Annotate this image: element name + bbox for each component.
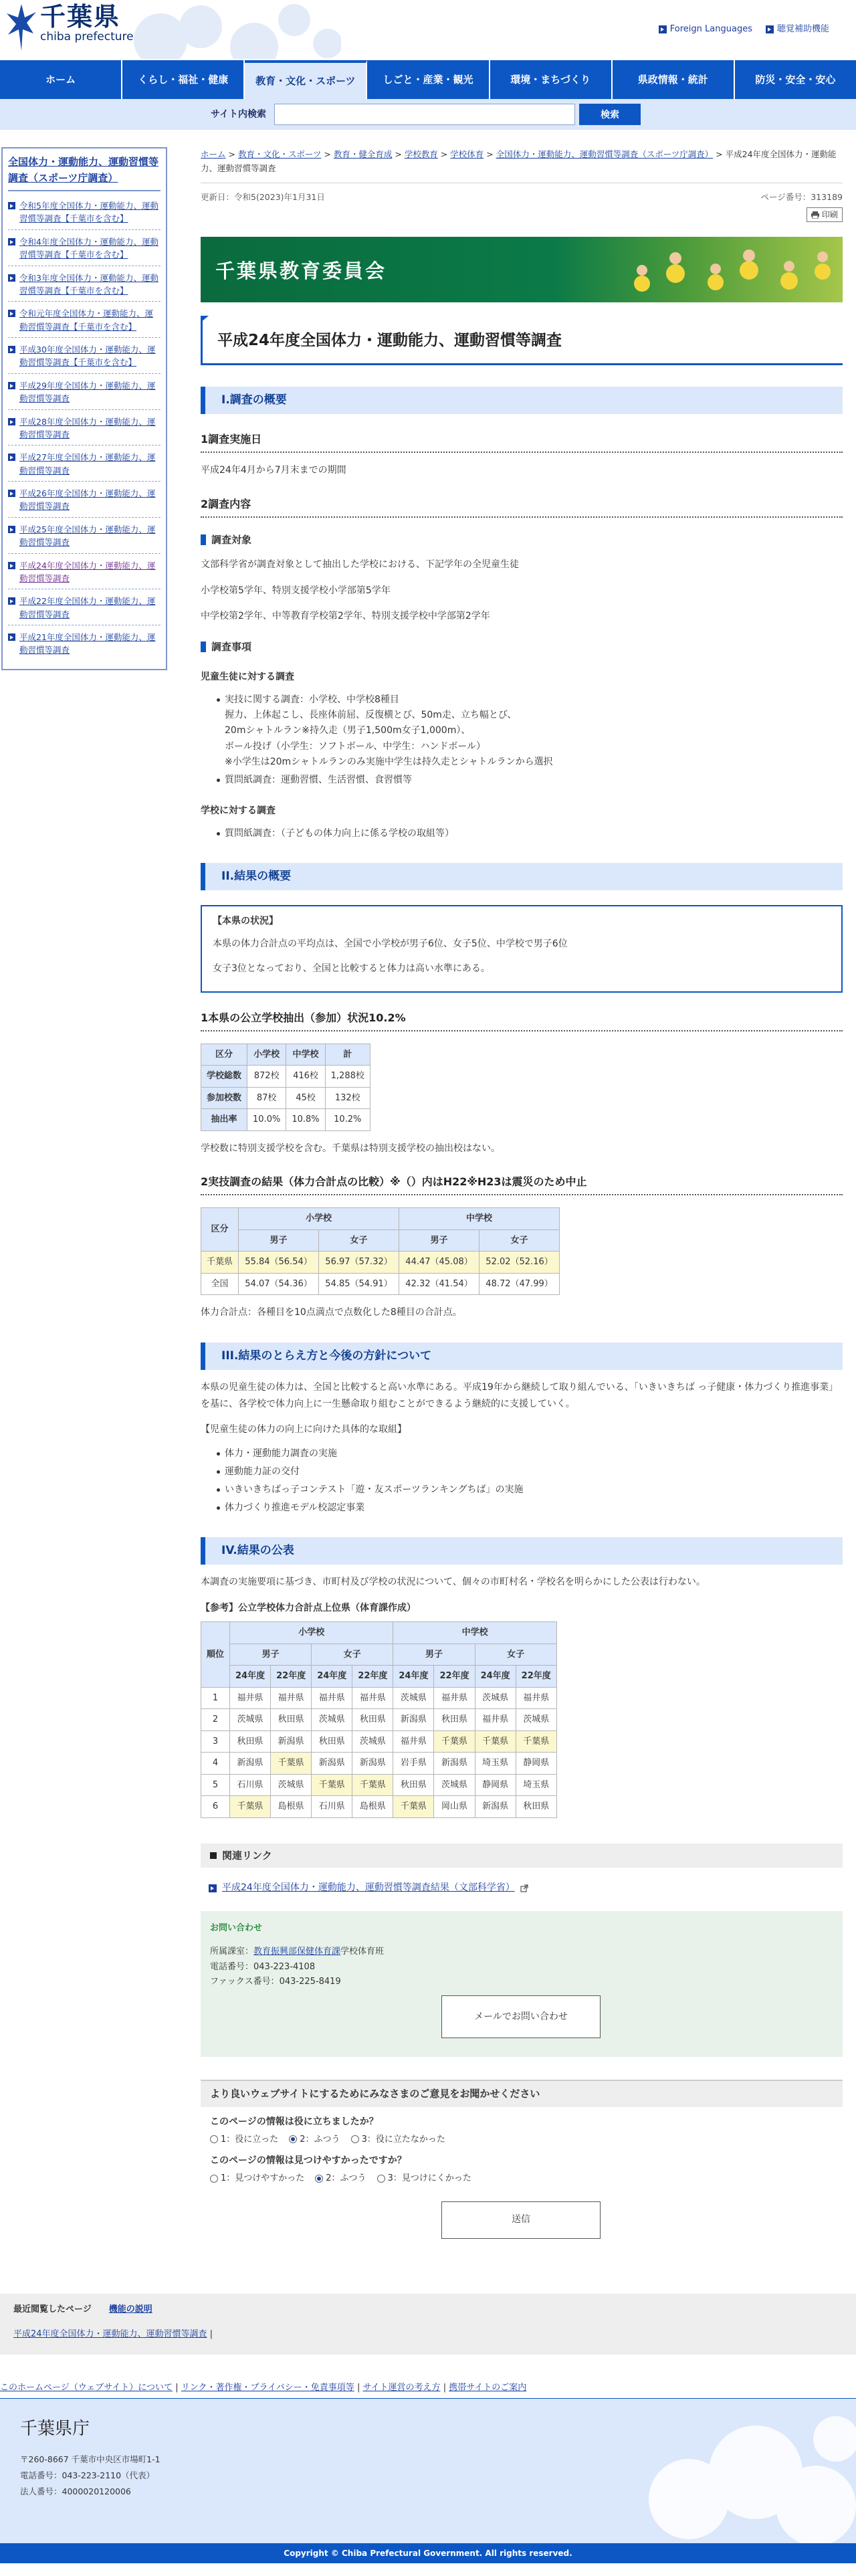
list-item: 体力・運動能力調査の実施 <box>217 1446 843 1462</box>
prefecture-cell: 岡山県 <box>434 1796 475 1818</box>
site-header <box>0 0 856 60</box>
radio-option[interactable]: 1：役に立った <box>210 2133 278 2147</box>
ranking-table: 順位 小学校 中学校 男子 女子 男子 女子 24年度 22年度 24年度 22年度 24年度 22年度 24年度 22年度 1 福井県 福井県 福井県 福井県 茨城県 福井県 茨城県 福井県 2 茨城県 秋田県 茨城県 秋田県 新潟県 秋田県 福井県 茨城県 3 秋田県 新潟県 秋田県 茨城県 福井県 千葉県 千葉県 千葉県 4 新潟県 千葉県 新潟県 新潟県 岩手県 新潟県 埼玉県 静岡県 5 石川県 茨城県 千葉県 千葉県 秋田県 茨城県 静岡県 埼玉県 6 千葉県 島根県 石川県 島根県 千葉県 岡山県 新潟県 秋田県 <box>201 1621 557 1818</box>
prefecture-cell: 千葉県 <box>312 1774 352 1796</box>
prefecture-cell: 石川県 <box>312 1796 352 1818</box>
rank-cell: 5 <box>201 1774 230 1796</box>
list-item: 運動能力証の交付 <box>217 1464 843 1480</box>
site-search-bar <box>0 99 856 130</box>
radio-option[interactable]: 2：ふつう <box>315 2172 366 2185</box>
prefecture-cell: 千葉県 <box>271 1753 312 1775</box>
arrow-square-icon <box>8 382 15 389</box>
arrow-square-icon <box>8 597 15 605</box>
prefecture-cell: 福井県 <box>352 1687 393 1709</box>
send-button[interactable]: 送信 <box>441 2201 601 2239</box>
text: 【参考】公立学校体力合計点上位県（体育課作成） <box>201 1602 416 1613</box>
section-heading: IV.結果の公表 <box>201 1537 843 1565</box>
text: 【児童生徒の体力の向上に向けた具体的な取組】 <box>201 1424 407 1435</box>
breadcrumb: ホーム > 教育・文化・スポーツ > 教育・健全育成 > 学校教育 > 学校体育 > 全国体力・運動能力、運動習慣等調査（スポーツ庁調査） > 平成24年度全国体力・運動能力、運動習慣等調査 <box>201 147 843 183</box>
page-meta <box>201 191 843 204</box>
prefecture-cell: 新潟県 <box>230 1753 271 1775</box>
banner-text: 千葉県教育委員会 <box>215 260 387 283</box>
minor-heading: 調査事項 <box>201 639 843 655</box>
header-utility-links <box>659 23 829 36</box>
text: 平成24年4月から7月末までの期間 <box>201 465 346 476</box>
recently-viewed: 最近閲覧したページ 機能の説明 平成24年度全国体力・運動能力、運動習慣等調査 | <box>0 2294 856 2355</box>
help-link[interactable]: 機能の説明 <box>108 2304 152 2314</box>
sidebar-item[interactable]: 令和5年度全国体力・運動能力、運動習慣等調査【千葉市を含む】 <box>8 194 160 230</box>
radio-selected-icon <box>289 2135 297 2143</box>
prefecture-cell: 千葉県 <box>230 1796 271 1818</box>
contact-title: お問い合わせ <box>210 1923 263 1934</box>
sidebar-item[interactable]: 令和元年度全国体力・運動能力、運動習慣等調査【千葉市を含む】 <box>8 302 160 338</box>
mail-inquiry-button[interactable]: メールでお問い合わせ <box>441 1995 601 2038</box>
list-item: 質問紙調査：（子どもの体力向上に係る学校の取組等） <box>217 826 843 841</box>
prefecture-cell: 石川県 <box>230 1774 271 1796</box>
global-nav <box>0 60 856 99</box>
list-item: 体力づくり推進モデル校認定事業 <box>217 1500 843 1516</box>
radio-icon <box>210 2175 218 2183</box>
table-row <box>201 1774 557 1796</box>
prefecture-cell: 秋田県 <box>230 1730 271 1753</box>
contact-fax: ファックス番号：043-225-8419 <box>210 1977 341 1987</box>
prefecture-cell: 福井県 <box>516 1687 556 1709</box>
board-of-education-banner <box>201 237 843 302</box>
prefecture-cell: 秋田県 <box>434 1709 475 1731</box>
prefecture-cell: 福井県 <box>312 1687 352 1709</box>
hearing-assist-link[interactable]: 聴覚補助機能 <box>766 23 829 36</box>
text: 文部科学省が調査対象として抽出した学校における、下記学年の全児童生徒 <box>201 559 519 571</box>
sidebar-item[interactable]: 平成22年度全国体力・運動能力、運動習慣等調査 <box>8 589 160 625</box>
prefecture-cell: 秋田県 <box>312 1730 352 1753</box>
prefecture-cell: 千葉県 <box>516 1730 556 1753</box>
prefecture-cell: 福井県 <box>230 1687 271 1709</box>
nav-work[interactable]: しごと・産業・観光 <box>367 60 490 99</box>
main-content <box>201 147 843 2239</box>
breadcrumb-link[interactable]: 学校教育 <box>404 149 438 159</box>
minor-heading: 調査対象 <box>201 532 843 548</box>
radio-option[interactable]: 1：見つけやすかった <box>210 2172 304 2185</box>
radio-icon <box>210 2135 218 2143</box>
sub-heading: 1本県の公立学校抽出（参加）状況10.2% <box>201 1010 843 1031</box>
prefecture-cell: 茨城県 <box>271 1774 312 1796</box>
prefecture-cell: 福井県 <box>434 1687 475 1709</box>
radio-icon <box>377 2175 385 2183</box>
rank-cell: 1 <box>201 1687 230 1709</box>
sub-heading: 2実技調査の結果（体力合計点の比較）※（）内はH22※H23は震災のため中止 <box>201 1174 843 1195</box>
footer-address: 〒260-8667 千葉市中央区市場町1-1 電話番号：043-223-2110（代表） 法人番号：4000020120006 <box>20 2454 160 2496</box>
related-link-item[interactable] <box>209 1881 843 1895</box>
prefecture-cell: 秋田県 <box>393 1774 434 1796</box>
footer-link[interactable]: このホームページ（ウェブサイト）について <box>0 2382 173 2393</box>
dept-link[interactable]: 教育振興部保健体育課 <box>253 1946 341 1957</box>
radio-option[interactable]: 2：ふつう <box>289 2133 340 2147</box>
section-heading: III.結果のとらえ方と今後の方針について <box>201 1343 843 1371</box>
prefecture-cell: 島根県 <box>352 1796 393 1818</box>
prefecture-status-box: 【本県の状況】 本県の体力合計点の平均点は、全国で小学校が男子6位、女子5位、中学校で男子6位 女子3位となっており、全国と比較すると体力は高い水準にある。 <box>201 905 843 992</box>
table-row <box>201 1753 557 1775</box>
table-row: 参加校数 87校 45校 132校 <box>201 1087 370 1109</box>
fitness-score-table: 区分 小学校 中学校 男子 女子 男子 女子 千葉県 55.84（56.54） 56.97（57.32） 44.47（45.08） 52.02（52.16） 全国 54.07（54.36） 54.85（54.91） 42.32（41.54） 48.72（47.99） <box>201 1207 560 1295</box>
recent-title: 最近閲覧したページ <box>13 2304 92 2314</box>
survey-title: より良いウェブサイトにするためにみなさまのご意見をお聞かせください <box>201 2081 843 2107</box>
feedback-survey <box>201 2080 843 2239</box>
arrow-square-icon <box>766 25 774 33</box>
related-links-heading: 関連リンク <box>201 1844 843 1868</box>
arrow-square-icon <box>8 490 15 497</box>
radio-selected-icon <box>315 2175 323 2183</box>
sidebar-item[interactable]: 平成29年度全国体力・運動能力、運動習慣等調査 <box>8 374 160 410</box>
footer-links: このホームページ（ウェブサイト）について | リンク・著作権・プライバシー・免責事項等 | サイト運営の考え方 | 携帯サイトのご案内 <box>0 2381 856 2399</box>
nav-government[interactable]: 県政情報・統計 <box>613 60 735 99</box>
table-row: 千葉県 55.84（56.54） 56.97（57.32） 44.47（45.08） 52.02（52.16） <box>201 1252 560 1274</box>
site-footer <box>0 2399 856 2543</box>
copyright: Copyright © Chiba Prefectural Government. All rights reserved. <box>0 2543 856 2563</box>
prefecture-cell: 秋田県 <box>352 1709 393 1731</box>
footer-org-name: 千葉県庁 <box>20 2419 90 2440</box>
radio-icon <box>351 2135 359 2143</box>
table-row <box>201 1796 557 1818</box>
radio-option[interactable]: 3：見つけにくかった <box>377 2172 471 2185</box>
prefecture-cell: 茨城県 <box>393 1687 434 1709</box>
rank-cell: 6 <box>201 1796 230 1818</box>
search-input[interactable] <box>274 104 575 125</box>
external-link-icon <box>520 1884 528 1892</box>
page-number: ページ番号：313189 <box>760 191 843 202</box>
arrow-square-icon <box>8 274 15 282</box>
list-item: 質問紙調査：運動習慣、生活習慣、食習慣等 <box>217 773 843 788</box>
section-heading: II.結果の概要 <box>201 863 843 891</box>
arrow-square-icon <box>8 526 15 533</box>
nav-safety[interactable]: 防災・安全・安心 <box>755 73 836 86</box>
arrow-square-icon <box>8 562 15 569</box>
rank-cell: 2 <box>201 1709 230 1731</box>
nav-environment[interactable]: 環境・まちづくり <box>490 60 613 99</box>
prefecture-cell: 茨城県 <box>516 1709 556 1731</box>
related-link[interactable]: 平成24年度全国体力・運動能力、運動習慣等調査結果（文部科学省） <box>222 1882 515 1894</box>
children-photo <box>588 237 843 302</box>
logo-japanese: 千葉県 <box>40 2 121 31</box>
arrow-square-icon <box>8 633 15 641</box>
breadcrumb-link[interactable]: 教育・文化・スポーツ <box>237 149 322 159</box>
breadcrumb-link[interactable]: ホーム <box>201 149 226 159</box>
prefecture-cell: 茨城県 <box>475 1687 516 1709</box>
arrow-square-icon <box>659 25 667 33</box>
footer-link[interactable]: 携帯サイトのご案内 <box>449 2382 527 2393</box>
sub-heading: 1調査実施日 <box>201 431 843 453</box>
print-button[interactable]: 印刷 <box>807 207 843 222</box>
sidebar-item[interactable]: 平成21年度全国体力・運動能力、運動習慣等調査 <box>8 625 160 661</box>
text: 中学校第2学年、中等教育学校第2学年、特別支援学校中学部第2学年 <box>201 611 490 622</box>
sidebar-item[interactable]: 平成27年度全国体力・運動能力、運動習慣等調査 <box>8 445 160 482</box>
prefecture-cell: 新潟県 <box>434 1753 475 1775</box>
list-item: いきいきちばっ子コンテスト「遊・友スポーツランキングちば」の実施 <box>217 1482 843 1498</box>
prefecture-cell: 埼玉県 <box>516 1774 556 1796</box>
sidebar-item[interactable]: 平成30年度全国体力・運動能力、運動習慣等調査【千葉市を含む】 <box>8 338 160 374</box>
prefecture-cell: 福井県 <box>271 1687 312 1709</box>
text: 本県の児童生徒の体力は、全国と比較すると高い水準にある。平成19年から継続して取り組んでいる、「いきいきちば っ子健康・体力づくり推進事業」を基に、各学校で体力向上に一生懸命取り組むことができるよう継続的に支援していく。 <box>201 1382 839 1409</box>
prefecture-cell: 新潟県 <box>352 1753 393 1775</box>
text: 本調査の実施要項に基づき、市町村及び学校の状況について、個々の市町村名・学校名を明らかにした公表は行わない。 <box>201 1577 706 1588</box>
footer-link[interactable]: サイト運営の考え方 <box>362 2382 441 2393</box>
table-row: 全国 54.07（54.36） 54.85（54.91） 42.32（41.54） 48.72（47.99） <box>201 1273 560 1295</box>
prefecture-cell: 福井県 <box>475 1709 516 1731</box>
prefecture-cell: 千葉県 <box>393 1796 434 1818</box>
nav-life[interactable]: くらし・福祉・健康 <box>122 60 245 99</box>
sidebar <box>1 147 167 2239</box>
foreign-languages-link[interactable]: Foreign Languages <box>659 23 752 36</box>
sidebar-item-current[interactable]: 平成24年度全国体力・運動能力、運動習慣等調査 <box>8 554 160 590</box>
prefecture-cell: 茨城県 <box>312 1709 352 1731</box>
list-item: 実技に関する調査：小学校、中学校8種目 握力、上体起こし、長座体前屈、反復横とび、50m走、立ち幅とび、 20mシャトルラン※持久走（男子1,500m女子1,000m）、 ボール投げ（小学生：ソフトボール、中学生：ハンドボール） ※小学生は20mシャトルランのみ実施中学生は持久走とシャトルランから選択 <box>217 692 843 769</box>
prefecture-cell: 静岡県 <box>516 1753 556 1775</box>
prefecture-cell: 茨城県 <box>230 1709 271 1731</box>
rank-cell: 3 <box>201 1730 230 1753</box>
prefecture-cell: 静岡県 <box>475 1774 516 1796</box>
prefecture-cell: 島根県 <box>271 1796 312 1818</box>
sidebar-item[interactable]: 令和4年度全国体力・運動能力、運動習慣等調査【千葉市を含む】 <box>8 230 160 266</box>
prefecture-cell: 福井県 <box>393 1730 434 1753</box>
search-label: サイト内検索 <box>211 108 267 120</box>
prefecture-cell: 茨城県 <box>352 1730 393 1753</box>
chiba-emblem-icon <box>7 4 36 51</box>
prefecture-cell: 新潟県 <box>271 1730 312 1753</box>
sidebar-item[interactable]: 平成26年度全国体力・運動能力、運動習慣等調査 <box>8 482 160 518</box>
table-row <box>201 1687 557 1709</box>
table-row: 抽出率 10.0% 10.8% 10.2% <box>201 1109 370 1131</box>
breadcrumb-link[interactable]: 学校体育 <box>450 149 484 159</box>
survey-options <box>201 2133 843 2147</box>
arrow-square-icon <box>8 346 15 353</box>
printer-icon <box>811 211 819 219</box>
survey-question: このページの情報は役に立ちましたか？ <box>210 2116 379 2127</box>
footer-decoration <box>635 2399 856 2543</box>
breadcrumb-link[interactable]: 全国体力・運動能力、運動習慣等調査（スポーツ庁調査） <box>496 149 714 159</box>
survey-options <box>201 2172 843 2185</box>
arrow-square-icon <box>8 310 15 317</box>
table-row <box>201 1709 557 1731</box>
prefecture-cell: 新潟県 <box>312 1753 352 1775</box>
prefecture-cell: 千葉県 <box>434 1730 475 1753</box>
page-title: 平成24年度全国体力・運動能力、運動習慣等調査 <box>201 321 843 365</box>
sidebar-item[interactable]: 平成28年度全国体力・運動能力、運動習慣等調査 <box>8 410 160 446</box>
table-note: 学校数に特別支援学校を含む。千葉県は特別支援学校の抽出校はない。 <box>201 1143 500 1154</box>
bullet-list <box>217 1446 843 1516</box>
prefecture-cell: 千葉県 <box>475 1730 516 1753</box>
table-row: 学校総数 872校 416校 1,288校 <box>201 1066 370 1088</box>
contact-tel: 電話番号：043-223-4108 <box>210 1961 316 1972</box>
prefecture-cell: 岩手県 <box>393 1753 434 1775</box>
logo-english: chiba prefecture <box>40 29 134 43</box>
breadcrumb-current: 平成24年度全国体力・運動能力、運動習慣等調査 <box>201 149 837 174</box>
bullet-list <box>217 692 843 788</box>
table-note: 体力合計点：各種目を10点満点で点数化した8種目の合計点。 <box>201 1307 462 1318</box>
site-logo[interactable] <box>7 4 134 51</box>
prefecture-cell: 千葉県 <box>352 1774 393 1796</box>
prefecture-cell: 新潟県 <box>475 1796 516 1818</box>
nav-education[interactable]: 教育・文化・スポーツ <box>245 60 367 99</box>
arrow-square-icon <box>209 1884 217 1892</box>
updated-date: 更新日：令和5(2023)年1月31日 <box>201 191 325 202</box>
arrow-square-icon <box>8 454 15 461</box>
sub-heading: 2調査内容 <box>201 496 843 518</box>
radio-option[interactable]: 3：役に立たなかった <box>351 2133 445 2147</box>
section-heading: I.調査の概要 <box>201 387 843 415</box>
prefecture-cell: 秋田県 <box>271 1709 312 1731</box>
prefecture-cell: 茨城県 <box>434 1774 475 1796</box>
text: 小学校第5学年、特別支援学校小学部第5学年 <box>201 585 391 596</box>
sidebar-item[interactable]: 令和3年度全国体力・運動能力、運動習慣等調査【千葉市を含む】 <box>8 266 160 302</box>
breadcrumb-link[interactable]: 教育・健全育成 <box>333 149 393 159</box>
nav-home[interactable]: ホーム <box>0 60 122 99</box>
prefecture-cell: 新潟県 <box>393 1709 434 1731</box>
contact-dept: 所属課室：教育振興部保健体育課学校体育班 <box>210 1946 385 1957</box>
search-button[interactable]: 検索 <box>579 104 641 125</box>
bullet-list <box>217 826 843 841</box>
header-decoration <box>120 0 341 59</box>
arrow-square-icon <box>8 238 15 245</box>
table-row <box>201 1730 557 1753</box>
rank-cell: 4 <box>201 1753 230 1775</box>
sidebar-menu <box>1 147 167 670</box>
sidebar-title[interactable]: 全国体力・運動能力、運動習慣等調査（スポーツ庁調査） <box>8 154 160 191</box>
sidebar-item[interactable]: 平成25年度全国体力・運動能力、運動習慣等調査 <box>8 518 160 554</box>
label-heading: 学校に対する調査 <box>201 805 276 816</box>
recent-link[interactable]: 平成24年度全国体力・運動能力、運動習慣等調査 <box>13 2329 207 2340</box>
prefecture-cell: 埼玉県 <box>475 1753 516 1775</box>
label-heading: 児童生徒に対する調査 <box>201 672 294 683</box>
footer-link[interactable]: リンク・著作権・プライバシー・免責事項等 <box>181 2382 354 2393</box>
arrow-square-icon <box>8 418 15 425</box>
participation-table: 区分 小学校 中学校 計 学校総数 872校 416校 1,288校 参加校数 87校 45校 132校 抽出率 10.0% 10.8% 10.2% <box>201 1044 370 1131</box>
contact-box <box>201 1911 843 2057</box>
survey-question: このページの情報は見つけやすかったですか？ <box>210 2155 407 2167</box>
prefecture-cell: 秋田県 <box>516 1796 556 1818</box>
arrow-square-icon <box>8 202 15 209</box>
